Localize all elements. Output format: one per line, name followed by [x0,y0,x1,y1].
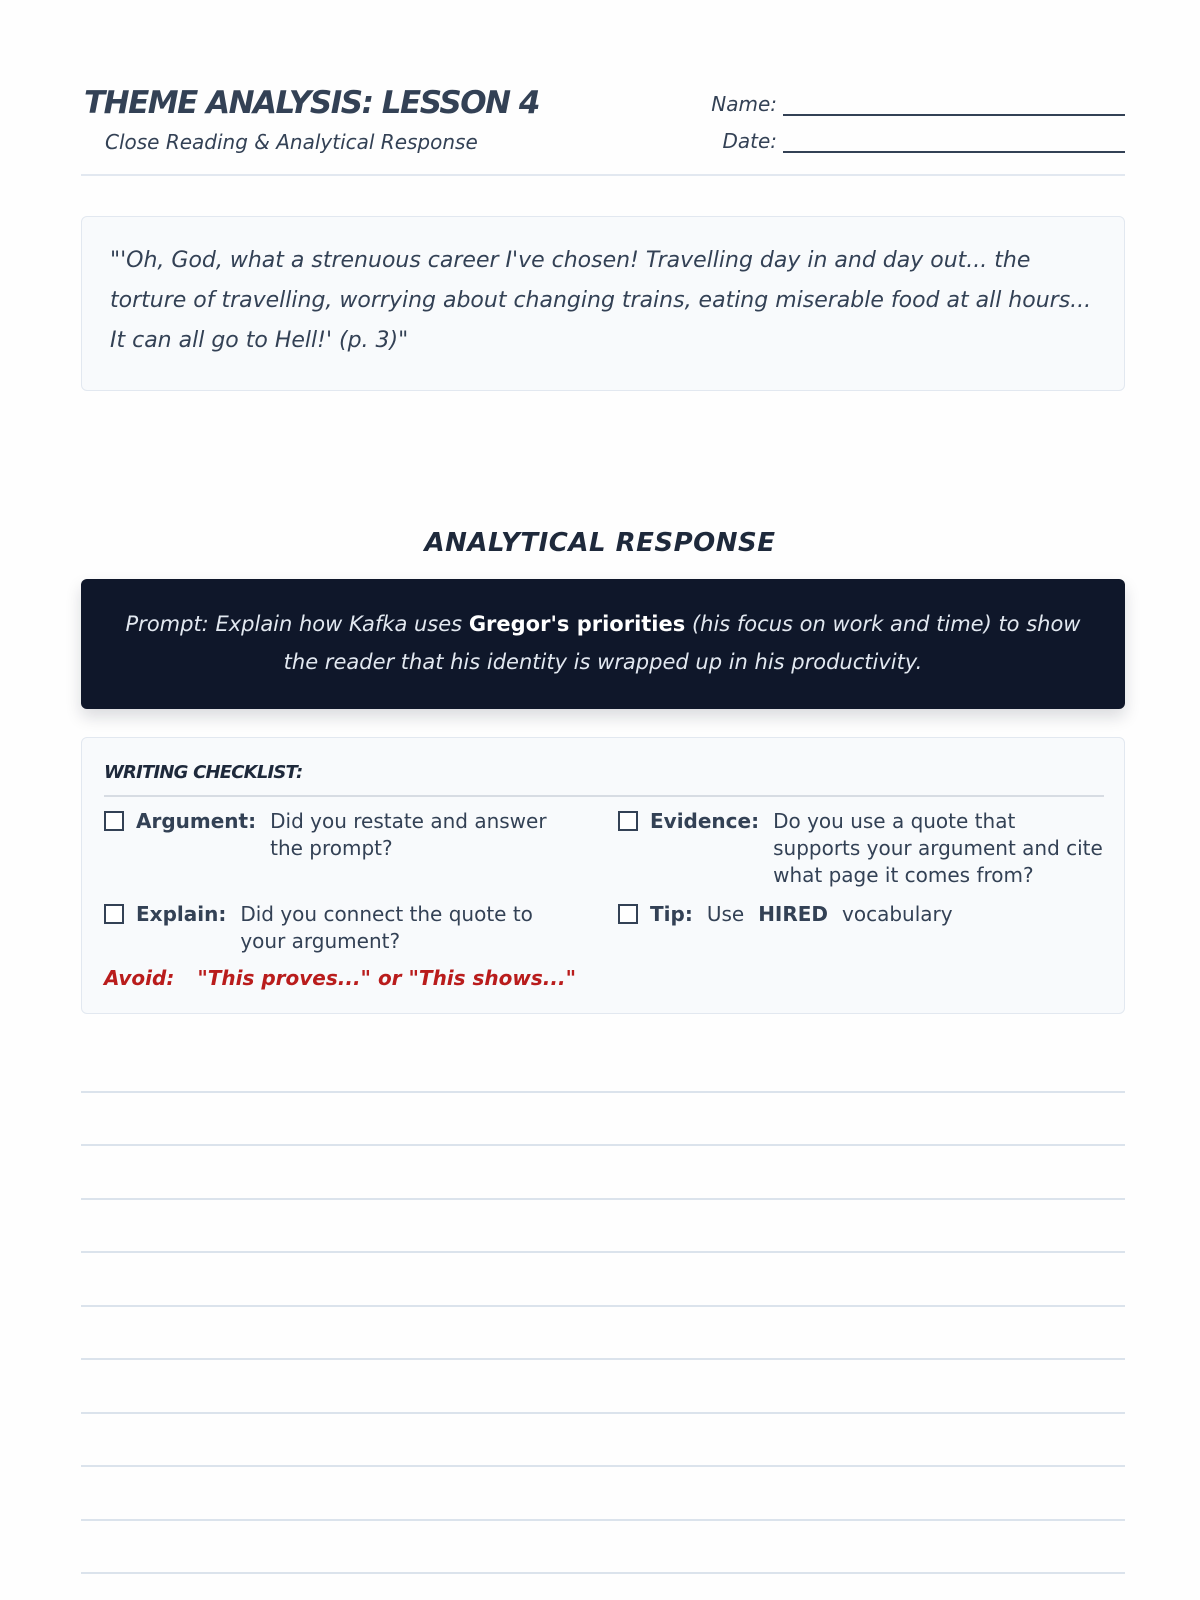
date-blank-line[interactable] [783,131,1125,153]
avoid-label: Avoid: [104,966,175,990]
prompt-text-before: Explain how Kafka uses [215,612,463,636]
writing-line[interactable] [81,1521,1125,1575]
checkbox-icon[interactable] [104,904,124,924]
checklist-item-text: Did you connect the quote to your argument? [240,902,533,953]
checkbox-icon[interactable] [104,811,124,831]
name-blank-line[interactable] [783,94,1125,116]
prompt-emphasis: Gregor's priorities [468,612,686,636]
tip-text-after: vocabulary [842,902,953,926]
prompt-box [81,579,1125,709]
avoid-text: "This proves..." or "This shows..." [197,966,577,990]
avoid-note [104,966,576,990]
name-field[interactable] [711,92,1125,116]
checklist-item-text: Do you use a quote that supports your argument and cite what page it comes from? [773,809,1103,887]
writing-line[interactable] [81,1039,1125,1093]
checklist-item-argument[interactable] [104,808,574,862]
checklist-item-label: Tip: [650,902,693,926]
section-title: ANALYTICAL RESPONSE [424,528,776,558]
checklist-item-label: Evidence: [650,809,760,833]
checklist-item-explain[interactable] [104,901,574,955]
writing-area[interactable] [81,1039,1125,1574]
writing-line[interactable] [81,1307,1125,1361]
quote-text: "'Oh, God, what a strenuous career I've chosen! Travelling day in and day out... the torture of travelling, worrying about changing trains, eating miserable food at all hours... It can all go to Hell!' (p. 3)" [110,248,1092,353]
worksheet-header [81,80,1125,176]
checklist-item-label: Argument: [136,809,257,833]
writing-checklist [81,737,1125,1014]
prompt-text-after: (his focus on work and time) to show the reader that his identity is wrapped up in his productivity. [283,612,1081,674]
page-title: THEME ANALYSIS: LESSON 4 [84,85,539,121]
page-subtitle: Close Reading & Analytical Response [105,130,478,154]
prompt-label: Prompt: [125,612,209,636]
checklist-item-tip[interactable] [618,901,1108,928]
date-field[interactable] [722,129,1125,153]
writing-line[interactable] [81,1467,1125,1521]
checklist-item-evidence[interactable] [618,808,1108,889]
writing-line[interactable] [81,1146,1125,1200]
quote-box [81,216,1125,391]
tip-emphasis: HIRED [758,902,829,926]
writing-line[interactable] [81,1200,1125,1254]
checklist-title: WRITING CHECKLIST: [104,762,1104,797]
name-label: Name: [711,92,777,116]
date-label: Date: [722,129,777,153]
checklist-item-label: Explain: [136,902,227,926]
writing-line[interactable] [81,1414,1125,1468]
writing-line[interactable] [81,1093,1125,1147]
checkbox-icon[interactable] [618,904,638,924]
checkbox-icon[interactable] [618,811,638,831]
writing-line[interactable] [81,1253,1125,1307]
checklist-item-text: Did you restate and answer the prompt? [270,809,547,860]
writing-line[interactable] [81,1360,1125,1414]
tip-text-before: Use [706,902,745,926]
